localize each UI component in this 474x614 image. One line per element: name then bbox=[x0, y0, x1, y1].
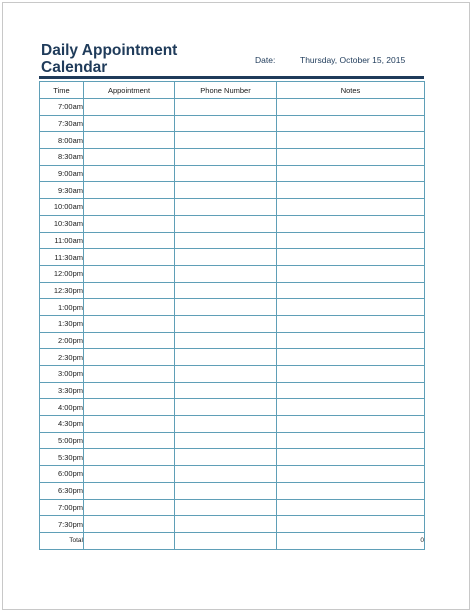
notes-cell[interactable] bbox=[277, 432, 425, 449]
notes-cell[interactable] bbox=[277, 466, 425, 483]
table-row bbox=[40, 249, 425, 266]
time-cell: 12:30pm bbox=[40, 282, 84, 299]
appointment-cell[interactable] bbox=[84, 482, 175, 499]
time-cell: 12:00pm bbox=[40, 265, 84, 282]
time-cell: 11:00am bbox=[40, 232, 84, 249]
table-row bbox=[40, 265, 425, 282]
appointment-cell[interactable] bbox=[84, 299, 175, 316]
time-cell: 8:30am bbox=[40, 149, 84, 166]
notes-cell[interactable] bbox=[277, 416, 425, 433]
table-row bbox=[40, 499, 425, 516]
notes-cell[interactable] bbox=[277, 282, 425, 299]
table-row bbox=[40, 299, 425, 316]
notes-cell[interactable] bbox=[277, 149, 425, 166]
table-row bbox=[40, 199, 425, 216]
appointment-cell[interactable] bbox=[84, 416, 175, 433]
phone-number-cell[interactable] bbox=[175, 232, 277, 249]
appointment-cell[interactable] bbox=[84, 516, 175, 533]
time-cell: 10:00am bbox=[40, 199, 84, 216]
time-cell: 1:00pm bbox=[40, 299, 84, 316]
table-row bbox=[40, 165, 425, 182]
appointment-cell[interactable] bbox=[84, 332, 175, 349]
column-header-appointment: Appointment bbox=[84, 82, 175, 99]
phone-number-cell[interactable] bbox=[175, 349, 277, 366]
time-cell: 5:30pm bbox=[40, 449, 84, 466]
notes-cell[interactable] bbox=[277, 449, 425, 466]
phone-number-cell[interactable] bbox=[175, 299, 277, 316]
table-row bbox=[40, 516, 425, 533]
phone-number-cell[interactable] bbox=[175, 165, 277, 182]
table-row bbox=[40, 149, 425, 166]
time-cell: 5:00pm bbox=[40, 432, 84, 449]
phone-number-cell[interactable] bbox=[175, 332, 277, 349]
phone-number-cell[interactable] bbox=[175, 215, 277, 232]
phone-number-cell[interactable] bbox=[175, 382, 277, 399]
notes-cell[interactable] bbox=[277, 332, 425, 349]
appointment-cell[interactable] bbox=[84, 149, 175, 166]
date-label: Date: bbox=[255, 55, 276, 65]
phone-number-cell[interactable] bbox=[175, 516, 277, 533]
appointment-cell[interactable] bbox=[84, 249, 175, 266]
phone-number-cell[interactable] bbox=[175, 182, 277, 199]
time-cell: 3:30pm bbox=[40, 382, 84, 399]
notes-cell[interactable] bbox=[277, 115, 425, 132]
notes-cell[interactable] bbox=[277, 382, 425, 399]
notes-cell[interactable] bbox=[277, 349, 425, 366]
total-appointment-cell bbox=[84, 532, 175, 549]
total-phone-number-cell bbox=[175, 532, 277, 549]
time-cell: 7:30am bbox=[40, 115, 84, 132]
time-cell: 6:30pm bbox=[40, 482, 84, 499]
time-cell: 2:30pm bbox=[40, 349, 84, 366]
notes-cell[interactable] bbox=[277, 315, 425, 332]
notes-cell[interactable] bbox=[277, 165, 425, 182]
column-header-phone-number: Phone Number bbox=[175, 82, 277, 99]
notes-cell[interactable] bbox=[277, 232, 425, 249]
table-row bbox=[40, 232, 425, 249]
phone-number-cell[interactable] bbox=[175, 466, 277, 483]
time-cell: 6:00pm bbox=[40, 466, 84, 483]
phone-number-cell[interactable] bbox=[175, 315, 277, 332]
time-cell: 7:00pm bbox=[40, 499, 84, 516]
appointment-cell[interactable] bbox=[84, 182, 175, 199]
date-value[interactable]: Thursday, October 15, 2015 bbox=[300, 55, 406, 65]
header-rule bbox=[39, 76, 424, 79]
time-cell: 8:00am bbox=[40, 132, 84, 149]
total-row bbox=[40, 532, 425, 549]
phone-number-cell[interactable] bbox=[175, 149, 277, 166]
notes-cell[interactable] bbox=[277, 99, 425, 116]
time-cell: 10:30am bbox=[40, 215, 84, 232]
table-row bbox=[40, 416, 425, 433]
time-cell: 9:30am bbox=[40, 182, 84, 199]
phone-number-cell[interactable] bbox=[175, 282, 277, 299]
appointment-cell[interactable] bbox=[84, 232, 175, 249]
time-cell: 7:30pm bbox=[40, 516, 84, 533]
notes-cell[interactable] bbox=[277, 516, 425, 533]
appointment-cell[interactable] bbox=[84, 265, 175, 282]
table-row bbox=[40, 315, 425, 332]
phone-number-cell[interactable] bbox=[175, 132, 277, 149]
time-cell: 2:00pm bbox=[40, 332, 84, 349]
phone-number-cell[interactable] bbox=[175, 499, 277, 516]
table-row bbox=[40, 366, 425, 383]
appointment-cell[interactable] bbox=[84, 99, 175, 116]
appointment-cell[interactable] bbox=[84, 282, 175, 299]
time-cell: 9:00am bbox=[40, 165, 84, 182]
phone-number-cell[interactable] bbox=[175, 265, 277, 282]
total-value: 0 bbox=[277, 532, 425, 549]
time-cell: 7:00am bbox=[40, 99, 84, 116]
table-row bbox=[40, 482, 425, 499]
phone-number-cell[interactable] bbox=[175, 449, 277, 466]
appointment-cell[interactable] bbox=[84, 215, 175, 232]
notes-cell[interactable] bbox=[277, 399, 425, 416]
phone-number-cell[interactable] bbox=[175, 99, 277, 116]
phone-number-cell[interactable] bbox=[175, 399, 277, 416]
column-header-notes: Notes bbox=[277, 82, 425, 99]
phone-number-cell[interactable] bbox=[175, 366, 277, 383]
notes-cell[interactable] bbox=[277, 482, 425, 499]
table-row bbox=[40, 115, 425, 132]
table-header-row bbox=[40, 82, 425, 99]
table-row bbox=[40, 215, 425, 232]
page-title: Daily Appointment Calendar bbox=[41, 42, 178, 76]
appointment-cell[interactable] bbox=[84, 366, 175, 383]
notes-cell[interactable] bbox=[277, 249, 425, 266]
phone-number-cell[interactable] bbox=[175, 199, 277, 216]
time-cell: 11:30am bbox=[40, 249, 84, 266]
table-row bbox=[40, 332, 425, 349]
time-cell: 1:30pm bbox=[40, 315, 84, 332]
appointment-cell[interactable] bbox=[84, 132, 175, 149]
appointment-cell[interactable] bbox=[84, 349, 175, 366]
appointment-cell[interactable] bbox=[84, 199, 175, 216]
notes-cell[interactable] bbox=[277, 132, 425, 149]
notes-cell[interactable] bbox=[277, 265, 425, 282]
appointment-cell[interactable] bbox=[84, 432, 175, 449]
notes-cell[interactable] bbox=[277, 215, 425, 232]
table-row bbox=[40, 99, 425, 116]
notes-cell[interactable] bbox=[277, 199, 425, 216]
table-row bbox=[40, 449, 425, 466]
table-row bbox=[40, 282, 425, 299]
phone-number-cell[interactable] bbox=[175, 482, 277, 499]
appointment-cell[interactable] bbox=[84, 399, 175, 416]
table-row bbox=[40, 466, 425, 483]
phone-number-cell[interactable] bbox=[175, 432, 277, 449]
time-cell: 4:00pm bbox=[40, 399, 84, 416]
phone-number-cell[interactable] bbox=[175, 115, 277, 132]
appointment-cell[interactable] bbox=[84, 449, 175, 466]
total-label: Total bbox=[40, 532, 84, 549]
phone-number-cell[interactable] bbox=[175, 249, 277, 266]
table-row bbox=[40, 349, 425, 366]
column-header-time: Time bbox=[40, 82, 84, 99]
time-cell: 3:00pm bbox=[40, 366, 84, 383]
notes-cell[interactable] bbox=[277, 366, 425, 383]
notes-cell[interactable] bbox=[277, 182, 425, 199]
phone-number-cell[interactable] bbox=[175, 416, 277, 433]
notes-cell[interactable] bbox=[277, 299, 425, 316]
appointment-cell[interactable] bbox=[84, 499, 175, 516]
appointment-cell[interactable] bbox=[84, 382, 175, 399]
table-row bbox=[40, 399, 425, 416]
table-row bbox=[40, 132, 425, 149]
table-row bbox=[40, 432, 425, 449]
appointment-cell[interactable] bbox=[84, 115, 175, 132]
time-cell: 4:30pm bbox=[40, 416, 84, 433]
appointment-cell[interactable] bbox=[84, 165, 175, 182]
table-row bbox=[40, 182, 425, 199]
appointment-cell[interactable] bbox=[84, 466, 175, 483]
notes-cell[interactable] bbox=[277, 499, 425, 516]
appointment-cell[interactable] bbox=[84, 315, 175, 332]
appointment-table bbox=[39, 81, 425, 550]
table-row bbox=[40, 382, 425, 399]
